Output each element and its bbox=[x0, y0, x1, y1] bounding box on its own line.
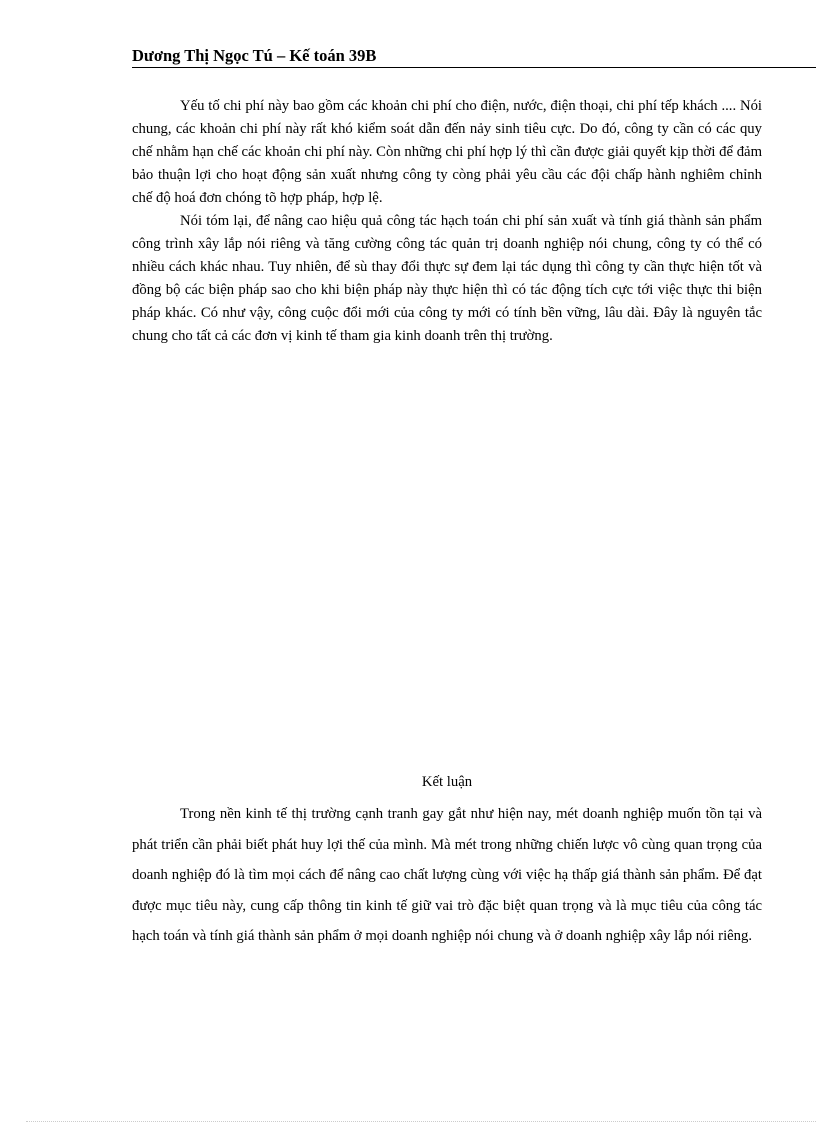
paragraph-conclusion: Trong nền kinh tế thị trường cạnh tranh gay gắt như hiện nay, mét doanh nghiệp muốn tồn tại và phát triển cần phải biết phát huy lợi thế của mình. Mà mét trong những chiến lược vô cùng quan trọng của doanh nghiệp đó là tìm mọi cách để nâng cao chất lượng cùng với việc hạ thấp giá thành sản phẩm. Để đạt được mục tiêu này, cung cấp thông tin kinh tế giữ vai trò đặc biệt quan trọng và là mục tiêu của công tác hạch toán và tính giá thành sản phẩm ở mọi doanh nghiệp nói chung và ở doanh nghiệp xây lắp nói riêng. bbox=[132, 806, 762, 944]
section-body bbox=[132, 95, 762, 348]
paragraph-summary: Nói tóm lại, để nâng cao hiệu quả công tác hạch toán chi phí sản xuất và tính giá thành sản phẩm công trình xây lắp nói riêng và tăng cường công tác quản trị doanh nghiệp nói chung, công ty có thể có nhiều cách khác nhau. Tuy nhiên, để sù thay đổi thực sự đem lại tác dụng thì công ty cần thực hiện tốt và đồng bộ các biện pháp sao cho khi biện pháp này thực hiện thì có tác động tích cực tới việc thực thi biện pháp khác. Có như vậy, công cuộc đổi mới của công ty mới có tính bền vững, lâu dài. Đây là nguyên tắc chung cho tất cả các đơn vị kinh tế tham gia kinh doanh trên thị trường. bbox=[132, 213, 762, 344]
conclusion-heading: Kết luận bbox=[421, 774, 473, 790]
paragraph-expenses: Yếu tố chi phí này bao gồm các khoản chi phí cho điện, nước, điện thoại, chi phí tếp khách .... Nói chung, các khoản chi phí này rất khó kiểm soát dẫn đến nảy sinh tiêu cực. Do đó, công ty cần có các quy chế nhằm hạn chế các khoản chi phí này. Còn những chi phí hợp lý thì cần được giải quyết kịp thời để đảm bảo thuận lợi cho hoạt động sản xuất nhưng công ty còng phải yêu cầu các đội chấp hành nghiêm chỉnh chế độ hoá đơn chóng tõ hợp pháp, hợp lệ. bbox=[132, 98, 762, 206]
conclusion-body bbox=[132, 799, 762, 952]
page-bottom-rule bbox=[26, 1121, 816, 1122]
page-header bbox=[132, 46, 816, 68]
header-title: Dương Thị Ngọc Tú – Kế toán 39B bbox=[132, 46, 377, 65]
